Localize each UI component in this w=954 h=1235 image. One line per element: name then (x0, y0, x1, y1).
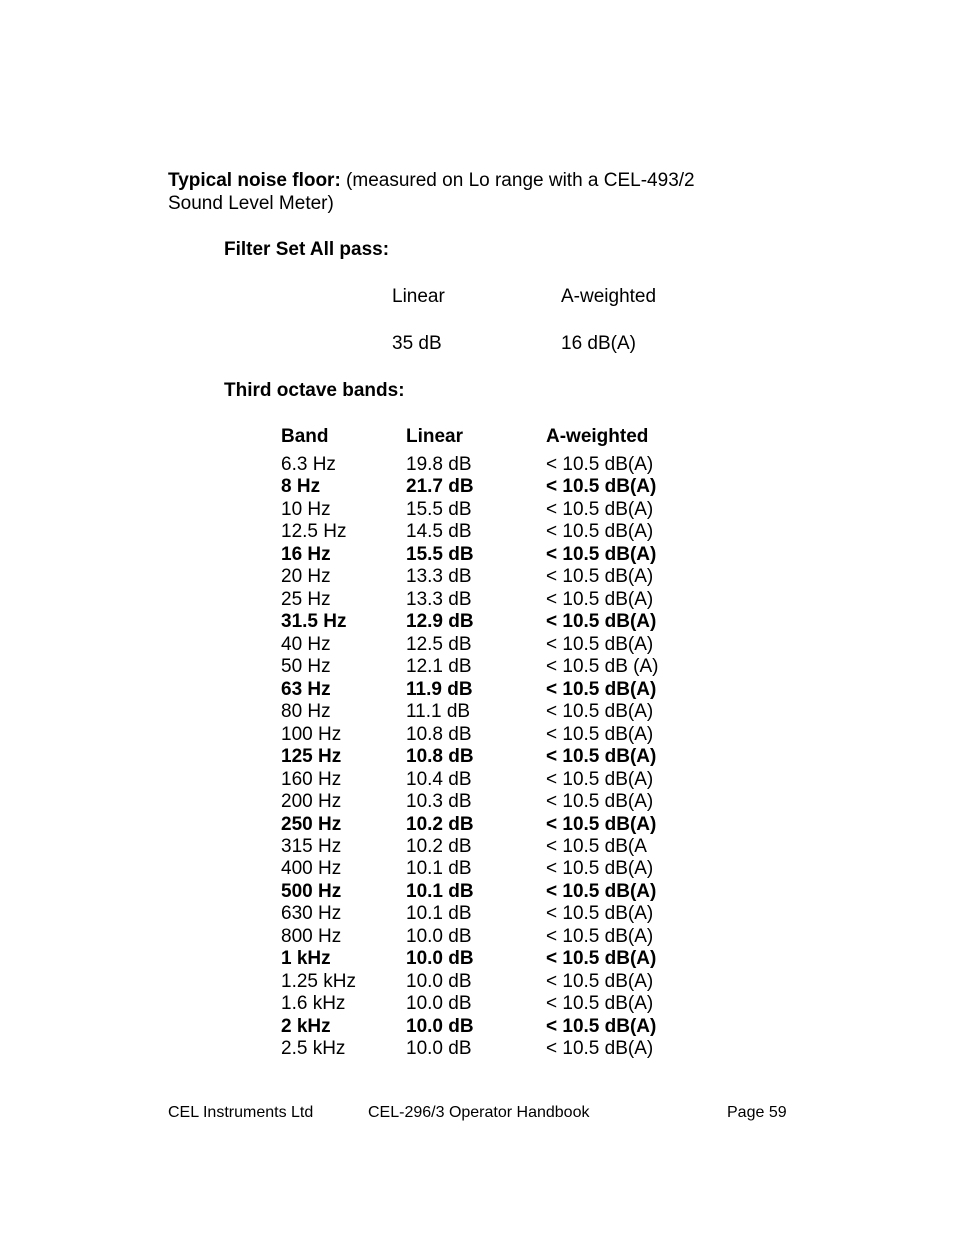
band-cell: 50 Hz (281, 656, 331, 678)
aweighted-cell: < 10.5 dB(A) (546, 791, 654, 813)
band-table (281, 425, 681, 1060)
band-cell: 80 Hz (281, 701, 331, 723)
noise-floor-label: Typical noise floor: (168, 170, 341, 191)
aweighted-cell: < 10.5 dB(A) (546, 701, 654, 723)
aweighted-cell: < 10.5 dB (A) (546, 656, 659, 678)
linear-cell: 10.0 dB (406, 970, 472, 992)
band-cell: 8 Hz (281, 476, 321, 498)
aweighted-cell: < 10.5 dB(A) (546, 970, 654, 992)
table-row (281, 453, 681, 475)
band-cell: 2.5 kHz (281, 1038, 346, 1060)
linear-cell: 10.2 dB (406, 813, 474, 835)
table-row (281, 678, 681, 700)
table-row (281, 902, 681, 924)
header-band: Band (281, 426, 329, 447)
aweighted-cell: < 10.5 dB(A (546, 835, 647, 857)
filter-val-aweighted: 16 dB(A) (561, 333, 636, 354)
table-row (281, 655, 681, 677)
band-cell: 63 Hz (281, 678, 331, 700)
filter-val-linear: 35 dB (392, 333, 442, 354)
table-row (281, 565, 681, 587)
linear-cell: 10.0 dB (406, 993, 472, 1015)
aweighted-cell: < 10.5 dB(A) (546, 858, 654, 880)
filter-col-aweighted: A-weighted (561, 286, 657, 307)
band-cell: 160 Hz (281, 768, 342, 790)
table-row (281, 970, 681, 992)
table-row (281, 588, 681, 610)
table-row (281, 1015, 681, 1037)
table-row (281, 543, 681, 565)
band-cell: 1.25 kHz (281, 970, 356, 992)
table-row (281, 1037, 681, 1059)
band-cell: 500 Hz (281, 880, 342, 902)
table-row (281, 857, 681, 879)
table-row (281, 520, 681, 542)
band-cell: 12.5 Hz (281, 521, 347, 543)
linear-cell: 10.4 dB (406, 768, 472, 790)
aweighted-cell: < 10.5 dB(A) (546, 1038, 654, 1060)
table-row (281, 835, 681, 857)
filter-set-heading: Filter Set All pass: (224, 239, 390, 260)
linear-cell: 10.1 dB (406, 858, 472, 880)
aweighted-cell: < 10.5 dB(A) (546, 723, 654, 745)
linear-cell: 19.8 dB (406, 454, 472, 475)
band-cell: 630 Hz (281, 903, 342, 925)
table-row (281, 475, 681, 497)
band-cell: 40 Hz (281, 633, 331, 655)
band-cell: 25 Hz (281, 588, 331, 610)
table-row (281, 880, 681, 902)
linear-cell: 12.9 dB (406, 611, 474, 633)
band-cell: 250 Hz (281, 813, 342, 835)
linear-cell: 13.3 dB (406, 588, 472, 610)
linear-cell: 15.5 dB (406, 498, 472, 520)
linear-cell: 21.7 dB (406, 476, 474, 498)
band-cell: 400 Hz (281, 858, 342, 880)
table-row (281, 925, 681, 947)
third-octave-heading: Third octave bands: (224, 380, 405, 401)
linear-cell: 11.9 dB (406, 678, 473, 700)
table-body (281, 453, 681, 1060)
intro-paragraph (168, 169, 695, 215)
linear-cell: 10.8 dB (406, 723, 472, 745)
band-cell: 16 Hz (281, 543, 331, 565)
table-row (281, 768, 681, 790)
table-row (281, 813, 681, 835)
filter-col-linear: Linear (392, 286, 445, 307)
band-cell: 125 Hz (281, 746, 342, 768)
band-cell: 6.3 Hz (281, 454, 336, 475)
linear-cell: 10.1 dB (406, 880, 474, 902)
table-row (281, 992, 681, 1014)
band-cell: 31.5 Hz (281, 611, 347, 633)
table-row (281, 633, 681, 655)
table-row (281, 790, 681, 812)
aweighted-cell: < 10.5 dB(A) (546, 768, 654, 790)
aweighted-cell: < 10.5 dB(A) (546, 633, 654, 655)
footer-company: CEL Instruments Ltd (168, 1104, 314, 1121)
band-cell: 1 kHz (281, 948, 331, 970)
noise-floor-text: (measured on Lo range with a CEL-493/2 (340, 170, 695, 191)
linear-cell: 10.0 dB (406, 1038, 472, 1060)
table-row (281, 723, 681, 745)
table-row (281, 947, 681, 969)
linear-cell: 12.5 dB (406, 633, 472, 655)
aweighted-cell: < 10.5 dB(A) (546, 476, 657, 498)
aweighted-cell: < 10.5 dB(A) (546, 813, 657, 835)
band-cell: 315 Hz (281, 835, 342, 857)
intro-line-1 (168, 169, 695, 192)
linear-cell: 10.1 dB (406, 903, 472, 925)
linear-cell: 12.1 dB (406, 656, 472, 678)
aweighted-cell: < 10.5 dB(A) (546, 454, 654, 475)
linear-cell: 10.2 dB (406, 835, 472, 857)
aweighted-cell: < 10.5 dB(A) (546, 948, 657, 970)
aweighted-cell: < 10.5 dB(A) (546, 993, 654, 1015)
table-row (281, 498, 681, 520)
table-row (281, 700, 681, 722)
band-cell: 100 Hz (281, 723, 342, 745)
aweighted-cell: < 10.5 dB(A) (546, 566, 654, 588)
linear-cell: 10.3 dB (406, 791, 472, 813)
aweighted-cell: < 10.5 dB(A) (546, 880, 657, 902)
linear-cell: 10.0 dB (406, 925, 472, 947)
linear-cell: 14.5 dB (406, 521, 472, 543)
aweighted-cell: < 10.5 dB(A) (546, 678, 657, 700)
aweighted-cell: < 10.5 dB(A) (546, 521, 654, 543)
table-row (281, 610, 681, 632)
aweighted-cell: < 10.5 dB(A) (546, 498, 654, 520)
aweighted-cell: < 10.5 dB(A) (546, 1015, 657, 1037)
linear-cell: 10.0 dB (406, 948, 474, 970)
linear-cell: 11.1 dB (406, 701, 471, 723)
aweighted-cell: < 10.5 dB(A) (546, 903, 654, 925)
header-linear: Linear (406, 426, 464, 447)
band-cell: 2 kHz (281, 1015, 331, 1037)
aweighted-cell: < 10.5 dB(A) (546, 925, 654, 947)
linear-cell: 15.5 dB (406, 543, 474, 565)
aweighted-cell: < 10.5 dB(A) (546, 611, 657, 633)
linear-cell: 10.0 dB (406, 1015, 474, 1037)
linear-cell: 10.8 dB (406, 746, 474, 768)
band-cell: 800 Hz (281, 925, 342, 947)
aweighted-cell: < 10.5 dB(A) (546, 746, 657, 768)
table-header-row (281, 425, 681, 453)
footer-title: CEL-296/3 Operator Handbook (368, 1104, 590, 1121)
band-cell: 10 Hz (281, 498, 331, 520)
aweighted-cell: < 10.5 dB(A) (546, 588, 654, 610)
band-cell: 20 Hz (281, 566, 331, 588)
linear-cell: 13.3 dB (406, 566, 472, 588)
band-cell: 200 Hz (281, 791, 342, 813)
intro-line-2: Sound Level Meter) (168, 193, 334, 214)
footer-page-number: Page 59 (727, 1104, 787, 1121)
aweighted-cell: < 10.5 dB(A) (546, 543, 657, 565)
table-row (281, 745, 681, 767)
band-cell: 1.6 kHz (281, 993, 346, 1015)
header-aweighted: A-weighted (546, 426, 649, 447)
